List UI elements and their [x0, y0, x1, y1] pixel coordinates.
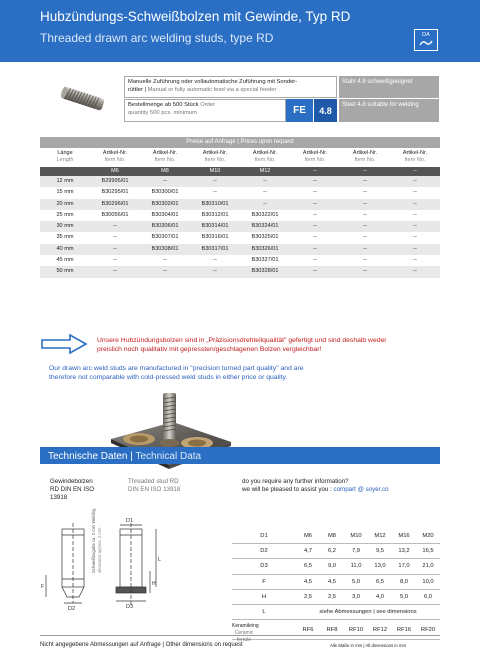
length-cell: 15 mm — [56, 189, 74, 196]
item-cell: B30310/01 — [201, 200, 229, 207]
item-cell: B30296/01 — [101, 200, 129, 207]
dim-value-cell: 16,5 — [422, 548, 434, 555]
table-body — [40, 176, 440, 278]
item-cell: -- — [313, 189, 317, 196]
dim-value-cell: 6,0 — [423, 593, 433, 600]
item-cell: -- — [113, 245, 117, 252]
dim-header-row: D1 M6 M8 M10 M12 M16 M20 — [232, 529, 440, 544]
dimension-table — [232, 529, 440, 644]
dim-row — [232, 590, 440, 605]
item-cell: -- — [313, 268, 317, 275]
tech-data-bar — [40, 447, 440, 464]
item-cell: -- — [313, 257, 317, 264]
size-cell: -- — [413, 168, 417, 174]
dim-value-cell: 4,5 — [327, 578, 337, 585]
item-cell: -- — [163, 257, 167, 264]
item-cell: -- — [413, 189, 417, 196]
length-cell: 35 mm — [56, 234, 74, 241]
item-cell: B30324/01 — [251, 223, 279, 230]
drawing-label-f: F — [41, 584, 45, 590]
item-cell: -- — [363, 257, 367, 264]
dim-value-cell: 13,0 — [374, 563, 386, 570]
dim-value-cell: 4,0 — [375, 593, 385, 600]
length-cell: 30 mm — [56, 223, 74, 230]
item-cell: -- — [213, 189, 217, 196]
price-note: Preise auf Anfrage | Prices upon request — [40, 137, 440, 148]
dim-value-cell: 7,9 — [351, 548, 361, 555]
header-cell: Artikel-Nr. Item No. — [102, 150, 128, 163]
dim-value-cell: 5,0 — [351, 578, 361, 585]
item-cell: -- — [413, 178, 417, 184]
header-cell: Länge Length — [56, 150, 74, 163]
item-cell: -- — [163, 268, 167, 275]
quality-note-english: Our drawn arc weld studs are manufactured in "precision turned part quality" and are therefore not comparable with cold-pressed weld studs in either price or quality. — [49, 365, 304, 381]
item-cell: -- — [413, 268, 417, 275]
dim-value-cell: 4,7 — [303, 548, 313, 555]
item-cell: -- — [413, 200, 417, 207]
item-cell: B30328/01 — [251, 268, 279, 275]
feed-german: Manuelle Zuführung oder vollautomatische Zuführung mit Sonder- — [128, 79, 298, 85]
item-cell: B30314/01 — [201, 223, 229, 230]
wave-logo-icon — [419, 39, 433, 47]
table-row — [40, 266, 440, 277]
item-cell: -- — [313, 200, 317, 207]
feed-english: Manual or fully automatic feed via a special feeder — [147, 87, 277, 94]
item-cell: B30317/01 — [201, 245, 229, 252]
footer-note: Nicht angegebene Abmessungen auf Anfrage | Other dimensions on request — [40, 642, 243, 648]
size-cell: M6 — [111, 168, 119, 174]
dim-value-cell: 4,5 — [303, 578, 313, 585]
item-cell: B30308/01 — [151, 245, 179, 252]
header-cell: Artikel-Nr. Item No. — [302, 150, 328, 163]
length-cell: 20 mm — [56, 200, 74, 207]
header-cell: Artikel-Nr. Item No. — [202, 150, 228, 163]
dim-row — [232, 544, 440, 559]
length-cell: 50 mm — [56, 268, 74, 275]
length-cell: 40 mm — [56, 245, 74, 252]
header-cell: Artikel-Nr. Item No. — [352, 150, 378, 163]
item-cell: B30325/01 — [251, 234, 279, 241]
item-cell: -- — [113, 257, 117, 264]
dim-value-cell: 8,0 — [399, 578, 409, 585]
dim-row-ceramic: Keramikring Ceramic ferrule RF6 RF8 RF10 RF12 RF16 RF20 — [232, 620, 440, 640]
item-cell: -- — [263, 200, 267, 207]
length-cell: 12 mm — [56, 178, 74, 184]
item-cell: -- — [313, 223, 317, 230]
table-row — [40, 210, 440, 221]
dim-value-cell: 3,0 — [351, 593, 361, 600]
stud-drawing — [40, 505, 230, 615]
dim-value-cell: 21,0 — [422, 563, 434, 570]
drawing-label-h: H — [152, 581, 156, 587]
header-cell: Artikel-Nr. Item No. — [402, 150, 428, 163]
item-cell: -- — [263, 189, 267, 196]
steel-german: Stahl 4.8 schweißgeeignet — [339, 76, 439, 98]
length-cell: 25 mm — [56, 211, 74, 218]
quality-note-german: Unsere Hubzündungsbolzen sind in „Präzisionsdrehteilqualität" gefertigt und sind deshalb weder preislich noch qualitativ mit gepressten/geschlagenen Bolzen vergleichbar! — [97, 337, 387, 353]
header-cell: Artikel-Nr. Item No. — [152, 150, 178, 163]
stud-desc-german: Gewindebolzen RD DIN EN ISO 13918 — [50, 478, 95, 502]
tech-separator: | — [130, 451, 133, 462]
dim-value-cell: 5,0 — [399, 593, 409, 600]
item-cell: B30302/01 — [151, 200, 179, 207]
arrow-right-icon — [40, 333, 90, 355]
length-cell: 45 mm — [56, 257, 74, 264]
drawing-label-d3: D3 — [126, 604, 134, 610]
drawing-note-english: allowance approx. 2 mm — [97, 527, 102, 573]
item-cell: -- — [313, 234, 317, 241]
item-cell: B30056/01 — [101, 211, 129, 218]
order-english-inline: Order — [200, 102, 216, 108]
steel-english: Steel 4.8 suitable for welding — [339, 99, 439, 122]
size-cell: M8 — [161, 168, 169, 174]
item-cell: -- — [163, 178, 167, 184]
stud-photo — [58, 84, 110, 114]
item-cell: -- — [413, 211, 417, 218]
item-cell: -- — [413, 245, 417, 252]
size-cell: M12 — [259, 168, 271, 174]
dim-row — [232, 559, 440, 574]
table-row — [40, 176, 440, 187]
feed-info-box: Manuelle Zuführung oder vollautomatische Zuführung mit Sonder- rüttler | Manual or fully automatic feed via a special feeder — [124, 76, 337, 98]
dim-value-cell: 11,0 — [350, 563, 362, 570]
item-cell: -- — [413, 223, 417, 230]
item-cell: -- — [363, 189, 367, 196]
item-cell: -- — [213, 257, 217, 264]
tech-title-german: Technische Daten — [48, 451, 128, 462]
dim-body — [232, 544, 440, 605]
item-cell: -- — [113, 234, 117, 241]
item-cell: -- — [313, 211, 317, 218]
footer-units: Alle Maße in mm | All dimensions in mm — [330, 643, 407, 648]
footer-divider — [40, 635, 440, 636]
table-header-row — [40, 148, 440, 167]
item-cell: -- — [363, 211, 367, 218]
grade-badge: 4.8 — [313, 99, 337, 122]
item-cell: B29995/01 — [101, 178, 129, 184]
item-cell: -- — [313, 245, 317, 252]
item-cell: B30316/01 — [201, 234, 229, 241]
dim-value-cell: 6,5 — [375, 578, 385, 585]
stud-desc-english: Threaded stud RD DIN EN ISO 13918 — [128, 478, 181, 494]
size-cell: -- — [313, 168, 317, 174]
dim-label-cell: H — [261, 593, 267, 600]
contact-email-link[interactable]: compart @ soyer.co — [333, 486, 389, 494]
size-cell: M10 — [209, 168, 221, 174]
item-cell: B30304/01 — [151, 211, 179, 218]
dim-label-cell: D2 — [260, 548, 268, 555]
table-row — [40, 244, 440, 255]
dim-label-cell: F — [262, 578, 266, 585]
item-cell: -- — [363, 245, 367, 252]
order-english: quantity 500 pcs. minimum — [128, 110, 197, 117]
item-cell: -- — [313, 178, 317, 184]
dim-value-cell: 6,2 — [327, 548, 337, 555]
table-row — [40, 221, 440, 232]
drawing-note-german: Schweißzugabe ca. 2 mm Welding — [91, 508, 96, 573]
item-cell: B30307/01 — [151, 234, 179, 241]
dim-value-cell: 13,2 — [398, 548, 410, 555]
table-row — [40, 232, 440, 243]
drawing-label-l: L — [158, 557, 162, 563]
tech-title-english: Technical Data — [135, 451, 202, 462]
item-cell: -- — [213, 268, 217, 275]
dim-row — [232, 575, 440, 590]
feed-german-2: rüttler — [128, 87, 143, 94]
dim-value-cell: 2,5 — [327, 593, 337, 600]
item-cell: B30300/01 — [151, 189, 179, 196]
item-cell: -- — [363, 223, 367, 230]
dim-value-cell: 9,5 — [375, 548, 385, 555]
item-cell: B30326/01 — [251, 245, 279, 252]
item-cell: B30295/01 — [101, 189, 129, 196]
title-german: Hubzündungs-Schweißbolzen mit Gewinde, Typ RD — [40, 9, 351, 24]
item-cell: B30322/01 — [251, 211, 279, 218]
drawing-label-d2: D2 — [68, 606, 76, 612]
dim-value-cell: 10,0 — [422, 578, 434, 585]
item-cell: B30306/01 — [151, 223, 179, 230]
dim-value-cell: 6,5 — [303, 563, 313, 570]
item-cell: -- — [413, 257, 417, 264]
item-cell: B30312/01 — [201, 211, 229, 218]
item-cell: -- — [363, 234, 367, 241]
dim-value-cell: 9,0 — [327, 563, 337, 570]
order-german: Bestellmenge ab 500 Stück — [128, 102, 199, 108]
dim-label-cell: D3 — [260, 563, 268, 570]
table-row — [40, 199, 440, 210]
dim-value-cell: 17,0 — [398, 563, 410, 570]
drawing-label-d1: D1 — [126, 518, 134, 524]
title-english: Threaded drawn arc welding studs, type RD — [40, 31, 274, 45]
size-cell: -- — [363, 168, 367, 174]
order-info-box — [124, 99, 286, 122]
item-table — [40, 137, 440, 278]
item-cell: -- — [113, 223, 117, 230]
table-row — [40, 255, 440, 266]
item-cell: -- — [363, 200, 367, 207]
item-cell: -- — [363, 178, 367, 184]
item-cell: -- — [413, 234, 417, 241]
header-cell: Artikel-Nr. Item No. — [252, 150, 278, 163]
contact-info: do you require any further information? we will be pleased to assist you : compart @ soyer.co — [242, 478, 389, 494]
item-cell: -- — [113, 268, 117, 275]
logo-text: DA — [422, 32, 430, 38]
item-cell: B30327/01 — [251, 257, 279, 264]
company-logo — [414, 29, 438, 51]
material-badge: FE — [286, 99, 313, 122]
size-row — [40, 167, 440, 176]
dim-value-cell: 2,5 — [303, 593, 313, 600]
dim-row-l: L siehe Abmessungen | see dimensions — [232, 605, 440, 620]
item-cell: -- — [263, 178, 267, 184]
table-row — [40, 187, 440, 198]
item-cell: -- — [363, 268, 367, 275]
item-cell: -- — [213, 178, 217, 184]
